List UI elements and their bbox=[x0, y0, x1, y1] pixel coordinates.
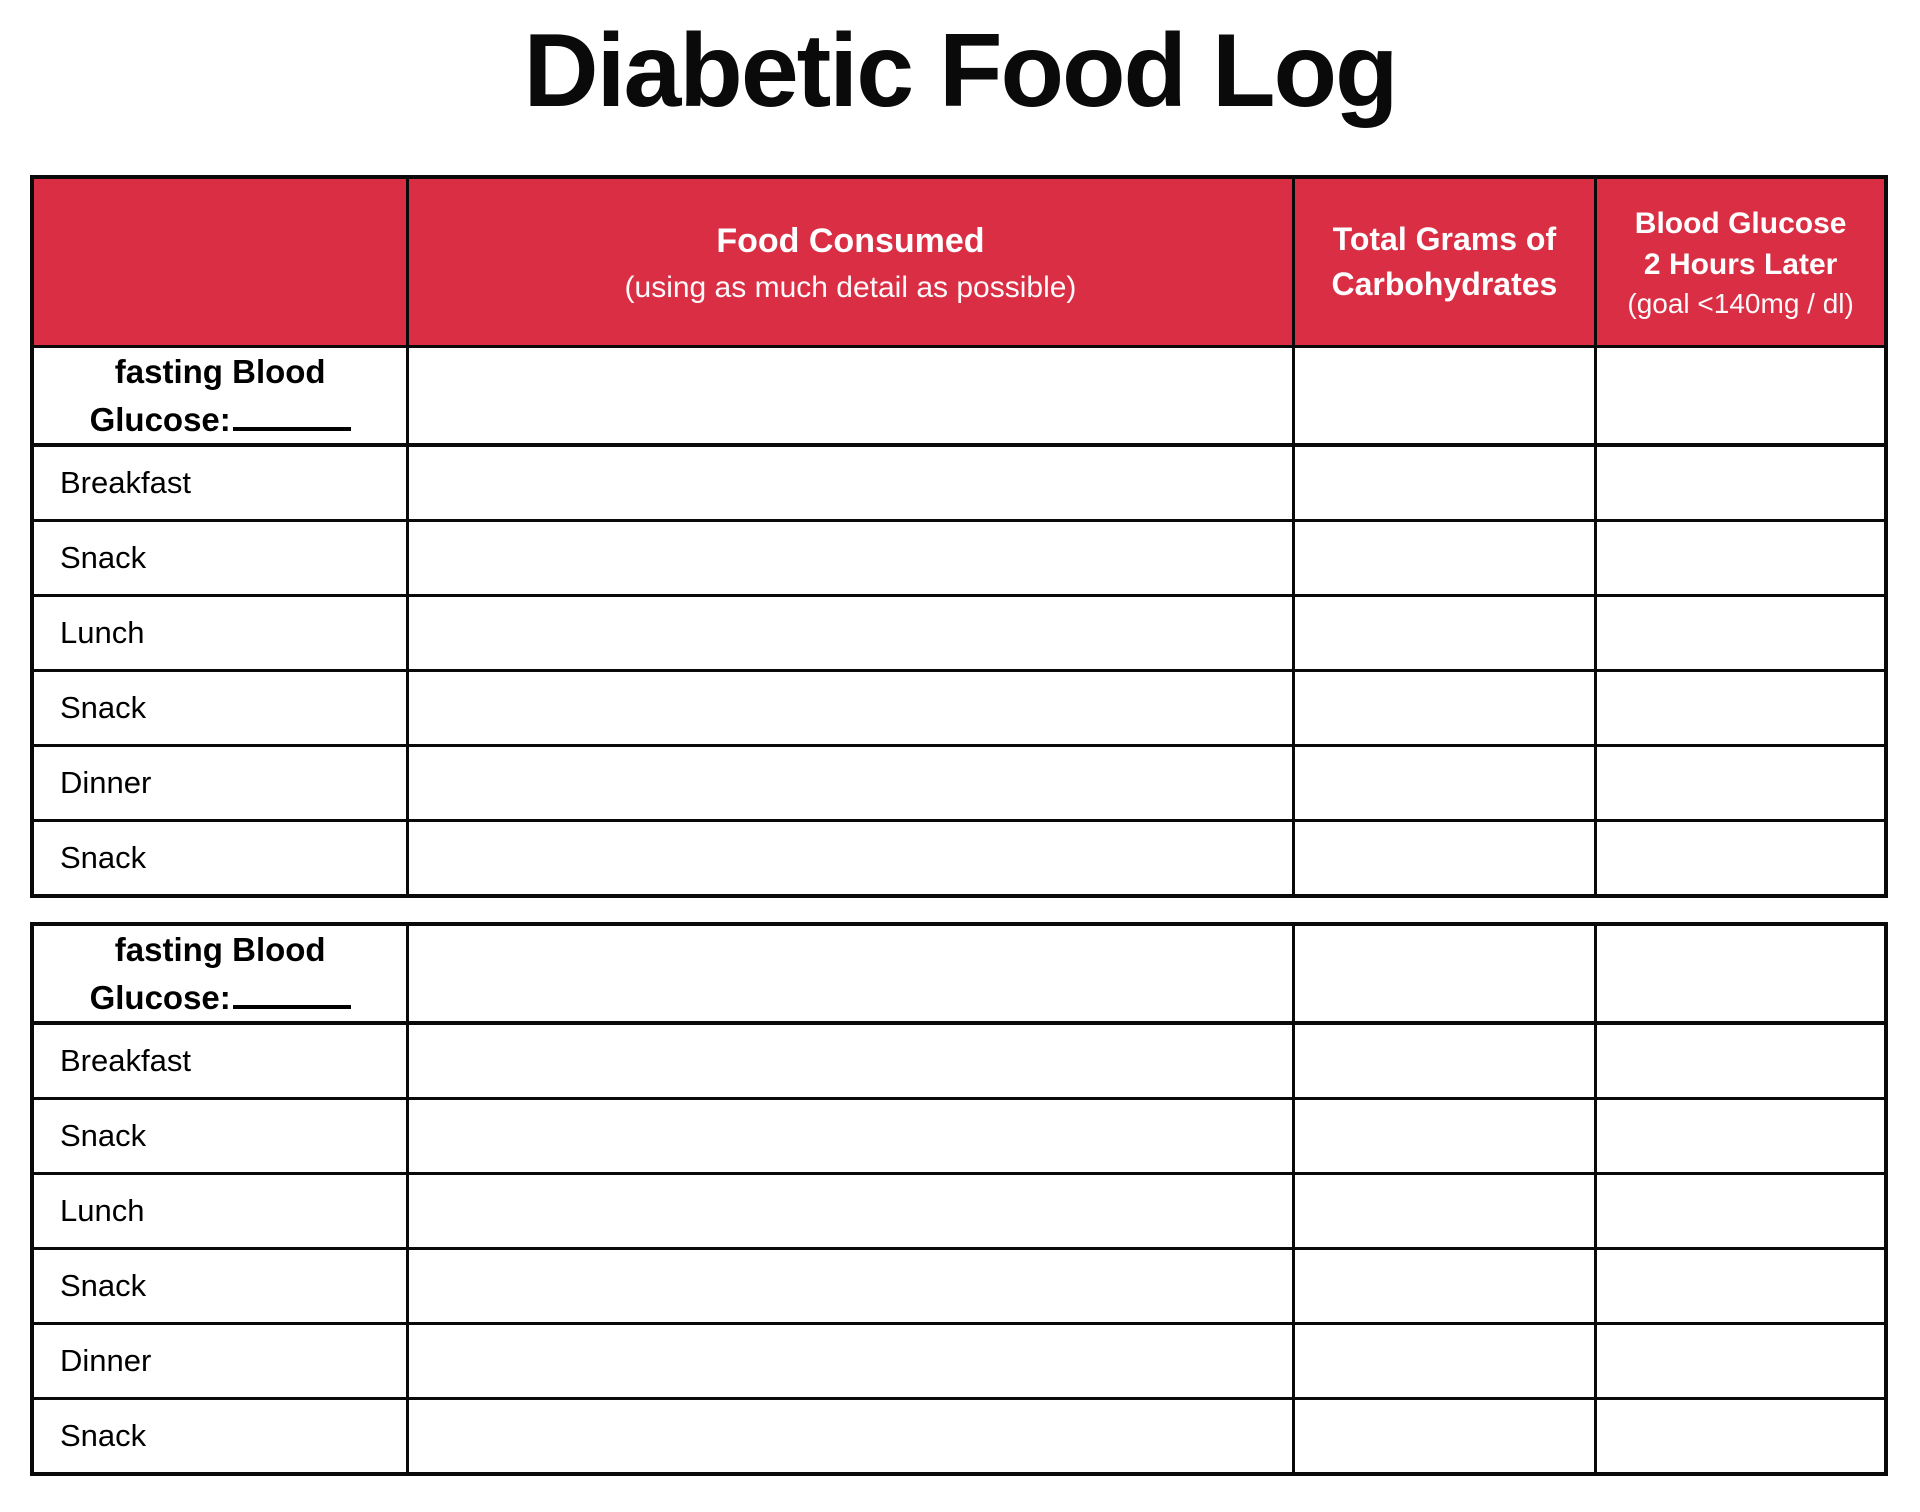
meal-label-cell: Lunch bbox=[60, 615, 145, 650]
meal-row-snack-1 bbox=[34, 1097, 1884, 1172]
fasting-label-line2: Glucose: bbox=[90, 396, 351, 444]
entry-cell-food[interactable] bbox=[406, 822, 1291, 894]
entry-cell-food[interactable] bbox=[406, 1175, 1291, 1247]
page-title: Diabetic Food Log bbox=[523, 13, 1397, 129]
entry-cell-glucose[interactable] bbox=[1594, 1400, 1884, 1472]
food-log-table-week2 bbox=[30, 922, 1888, 1476]
entry-cell-carbs[interactable] bbox=[1292, 1175, 1595, 1247]
entry-cell-food[interactable] bbox=[406, 1250, 1291, 1322]
header-cell-empty bbox=[34, 179, 406, 345]
entry-cell-glucose[interactable] bbox=[1594, 447, 1884, 519]
entry-cell-carbs[interactable] bbox=[1292, 1400, 1595, 1472]
entry-cell-glucose[interactable] bbox=[1594, 1325, 1884, 1397]
meal-label-cell: Snack bbox=[60, 540, 147, 575]
fasting-glucose-label-cell bbox=[34, 926, 406, 1022]
table-header-row bbox=[34, 179, 1884, 345]
carbs-header-line1: Total Grams of bbox=[1332, 221, 1557, 258]
meal-row-breakfast bbox=[34, 443, 1884, 519]
entry-cell-glucose[interactable] bbox=[1594, 1175, 1884, 1247]
entry-cell-glucose[interactable] bbox=[1594, 1025, 1884, 1097]
fasting-glucose-row bbox=[34, 926, 1884, 1021]
entry-cell-food[interactable] bbox=[406, 747, 1291, 819]
entry-cell-food[interactable] bbox=[406, 672, 1291, 744]
entry-cell-carbs[interactable] bbox=[1292, 926, 1595, 1022]
meal-row-lunch bbox=[34, 1172, 1884, 1247]
entry-cell-glucose[interactable] bbox=[1594, 597, 1884, 669]
meal-row-snack-2 bbox=[34, 1247, 1884, 1322]
meal-label-cell: Breakfast bbox=[60, 1043, 191, 1078]
meal-row-snack-2 bbox=[34, 669, 1884, 744]
entry-cell-food[interactable] bbox=[406, 926, 1291, 1022]
glucose-header-line1: Blood Glucose bbox=[1634, 207, 1847, 240]
meal-label-cell: Breakfast bbox=[60, 465, 191, 500]
meal-row-snack-3 bbox=[34, 1397, 1884, 1472]
entry-cell-glucose[interactable] bbox=[1594, 522, 1884, 594]
header-cell-food-consumed bbox=[406, 179, 1291, 345]
entry-cell-carbs[interactable] bbox=[1292, 1100, 1595, 1172]
entry-cell-glucose[interactable] bbox=[1594, 747, 1884, 819]
entry-cell-carbs[interactable] bbox=[1292, 447, 1595, 519]
header-cell-blood-glucose bbox=[1594, 179, 1884, 345]
entry-cell-carbs[interactable] bbox=[1292, 747, 1595, 819]
meal-row-lunch bbox=[34, 594, 1884, 669]
meal-row-dinner bbox=[34, 1322, 1884, 1397]
entry-cell-food[interactable] bbox=[406, 522, 1291, 594]
entry-cell-food[interactable] bbox=[406, 1325, 1291, 1397]
meal-label-cell: Snack bbox=[60, 1118, 147, 1153]
entry-cell-carbs[interactable] bbox=[1292, 348, 1595, 444]
meal-label-cell: Snack bbox=[60, 690, 147, 725]
entry-cell-food[interactable] bbox=[406, 447, 1291, 519]
entry-cell-food[interactable] bbox=[406, 597, 1291, 669]
entry-cell-food[interactable] bbox=[406, 1025, 1291, 1097]
meal-row-snack-3 bbox=[34, 819, 1884, 894]
meal-label-cell: Snack bbox=[60, 840, 147, 875]
fasting-label-line2: Glucose: bbox=[90, 974, 351, 1022]
entry-cell-glucose[interactable] bbox=[1594, 348, 1884, 444]
entry-cell-carbs[interactable] bbox=[1292, 822, 1595, 894]
food-log-table-week1 bbox=[30, 175, 1888, 898]
meal-row-breakfast bbox=[34, 1021, 1884, 1097]
entry-cell-carbs[interactable] bbox=[1292, 522, 1595, 594]
header-cell-carbs bbox=[1292, 179, 1595, 345]
fasting-glucose-blank[interactable] bbox=[233, 1001, 351, 1009]
entry-cell-carbs[interactable] bbox=[1292, 1325, 1595, 1397]
meal-label-cell: Snack bbox=[60, 1418, 147, 1453]
carbs-header-line2: Carbohydrates bbox=[1331, 266, 1558, 302]
glucose-header-line2: 2 Hours Later bbox=[1643, 247, 1838, 281]
meal-label-cell: Lunch bbox=[60, 1193, 145, 1228]
meal-row-snack-1 bbox=[34, 519, 1884, 594]
entry-cell-food[interactable] bbox=[406, 1100, 1291, 1172]
entry-cell-glucose[interactable] bbox=[1594, 822, 1884, 894]
fasting-label-line1: fasting Blood bbox=[114, 931, 326, 968]
meal-label-cell: Dinner bbox=[60, 1343, 152, 1378]
fasting-label-line1: fasting Blood bbox=[114, 353, 326, 390]
meal-label-cell: Snack bbox=[60, 1268, 147, 1303]
entry-cell-carbs[interactable] bbox=[1292, 1250, 1595, 1322]
glucose-header-goal: (goal <140mg / dl) bbox=[1627, 288, 1854, 319]
entry-cell-carbs[interactable] bbox=[1292, 1025, 1595, 1097]
entry-cell-glucose[interactable] bbox=[1594, 1250, 1884, 1322]
fasting-glucose-blank[interactable] bbox=[233, 423, 351, 431]
entry-cell-carbs[interactable] bbox=[1292, 597, 1595, 669]
entry-cell-food[interactable] bbox=[406, 348, 1291, 444]
entry-cell-glucose[interactable] bbox=[1594, 672, 1884, 744]
food-consumed-subtitle: (using as much detail as possible) bbox=[624, 270, 1077, 304]
fasting-glucose-row bbox=[34, 345, 1884, 443]
entry-cell-glucose[interactable] bbox=[1594, 1100, 1884, 1172]
entry-cell-carbs[interactable] bbox=[1292, 672, 1595, 744]
meal-row-dinner bbox=[34, 744, 1884, 819]
food-consumed-title: Food Consumed bbox=[716, 222, 985, 261]
meal-label-cell: Dinner bbox=[60, 765, 152, 800]
entry-cell-food[interactable] bbox=[406, 1400, 1291, 1472]
fasting-glucose-label-cell bbox=[34, 348, 406, 444]
entry-cell-glucose[interactable] bbox=[1594, 926, 1884, 1022]
